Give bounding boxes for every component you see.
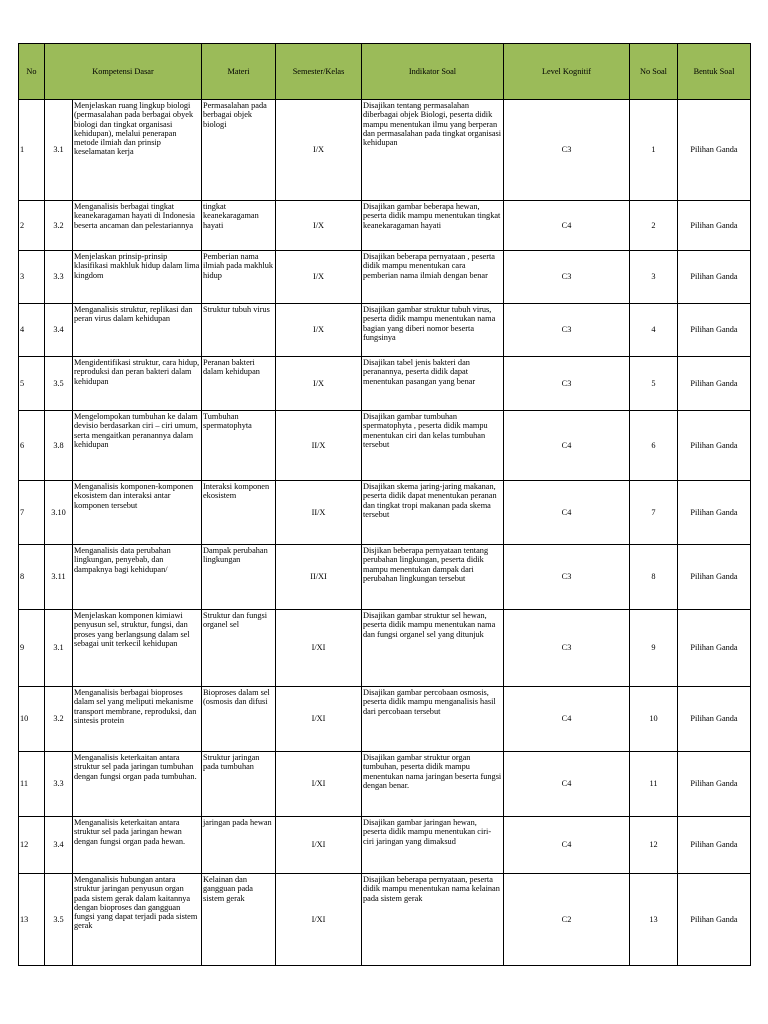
level-kognitif: C4 (504, 752, 630, 817)
no-soal: 8 (630, 545, 678, 610)
indikator-soal-text: Disajikan tabel jenis bakteri dan peranannya, peserta didik dapat menentukan pasangan yang benar (362, 357, 504, 411)
kompetensi-dasar-text: Menganalisis data perubahan lingkungan, penyebab, dan dampaknya bagi kehidupan/ (73, 545, 202, 610)
bentuk-soal: Pilihan Ganda (678, 874, 751, 966)
materi-text: Dampak perubahan lingkungan (202, 545, 276, 610)
indikator-soal-text: Disajikan gambar tumbuhan spermatophyta , peserta didik mampu menentukan ciri dan kelas tumbuhan tersebut (362, 411, 504, 481)
semester-kelas: I/XI (276, 817, 362, 874)
materi-text: Struktur tubuh virus (202, 304, 276, 357)
semester-kelas: I/X (276, 251, 362, 304)
row-number: 4 (19, 304, 45, 357)
kompetensi-dasar-text: Mengidentifikasi struktur, cara hidup, reproduksi dan peran bakteri dalam kehidupan (73, 357, 202, 411)
kd-code: 3.1 (45, 610, 73, 687)
no-soal: 10 (630, 687, 678, 752)
kd-code: 3.10 (45, 481, 73, 545)
indikator-soal-text: Disjikan beberapa pernyataan tentang perubahan lingkungan, peserta didik mampu menentukan dampak dari perubahan lingkungan tersebut (362, 545, 504, 610)
kompetensi-dasar-text: Menganalisis berbagai bioproses dalam sel yang meliputi mekanisme transport membrane, reproduksi, dan sintesis protein (73, 687, 202, 752)
kd-code: 3.8 (45, 411, 73, 481)
level-kognitif: C3 (504, 357, 630, 411)
row-number: 13 (19, 874, 45, 966)
table-row (19, 610, 751, 687)
header-semester-kelas: Semester/Kelas (276, 44, 362, 100)
table-body (19, 100, 751, 966)
header-materi: Materi (202, 44, 276, 100)
materi-text: Kelainan dan gangguan pada sistem gerak (202, 874, 276, 966)
bentuk-soal: Pilihan Ganda (678, 357, 751, 411)
level-kognitif: C4 (504, 411, 630, 481)
level-kognitif: C4 (504, 817, 630, 874)
table-header (19, 44, 751, 100)
materi-text: Permasalahan pada berbagai objek biologi (202, 100, 276, 201)
indikator-soal-text: Disajikan beberapa pernyataan , peserta didik mampu menentukan cara pemberian nama ilmiah dengan benar (362, 251, 504, 304)
header-no-soal: No Soal (630, 44, 678, 100)
header-bentuk-soal: Bentuk Soal (678, 44, 751, 100)
level-kognitif: C4 (504, 201, 630, 251)
bentuk-soal: Pilihan Ganda (678, 201, 751, 251)
kisi-kisi-table (18, 43, 751, 966)
kompetensi-dasar-text: Menganalisis berbagai tingkat keanekaragaman hayati di Indonesia beserta ancaman dan pelestariannya (73, 201, 202, 251)
row-number: 8 (19, 545, 45, 610)
kompetensi-dasar-text: Menganalisis struktur, replikasi dan peran virus dalam kehidupan (73, 304, 202, 357)
row-number: 10 (19, 687, 45, 752)
kd-code: 3.2 (45, 687, 73, 752)
row-number: 9 (19, 610, 45, 687)
header-no: No (19, 44, 45, 100)
no-soal: 5 (630, 357, 678, 411)
kd-code: 3.4 (45, 817, 73, 874)
materi-text: jaringan pada hewan (202, 817, 276, 874)
bentuk-soal: Pilihan Ganda (678, 610, 751, 687)
semester-kelas: I/XI (276, 752, 362, 817)
row-number: 2 (19, 201, 45, 251)
indikator-soal-text: Disajikan gambar jaringan hewan, peserta didik mampu menentukan ciri-ciri jaringan yang dimaksud (362, 817, 504, 874)
level-kognitif: C3 (504, 251, 630, 304)
kd-code: 3.4 (45, 304, 73, 357)
level-kognitif: C3 (504, 100, 630, 201)
table-row (19, 201, 751, 251)
bentuk-soal: Pilihan Ganda (678, 545, 751, 610)
semester-kelas: I/X (276, 304, 362, 357)
bentuk-soal: Pilihan Ganda (678, 251, 751, 304)
semester-kelas: I/XI (276, 874, 362, 966)
materi-text: Tumbuhan spermatophyta (202, 411, 276, 481)
bentuk-soal: Pilihan Ganda (678, 817, 751, 874)
header-indikator-soal: Indikator Soal (362, 44, 504, 100)
kompetensi-dasar-text: Mengelompokan tumbuhan ke dalam devisio berdasarkan ciri – ciri umum, serta mengaitkan peranannya dalam kehidupan (73, 411, 202, 481)
materi-text: Bioproses dalam sel (osmosis dan difusi (202, 687, 276, 752)
semester-kelas: I/X (276, 201, 362, 251)
header-level-kognitif: Level Kognitif (504, 44, 630, 100)
level-kognitif: C3 (504, 304, 630, 357)
kompetensi-dasar-text: Menganalisis keterkaitan antara struktur sel pada jaringan hewan dengan fungsi organ pada hewan. (73, 817, 202, 874)
indikator-soal-text: Disajikan gambar percobaan osmosis, peserta didik mampu menganalisis hasil dari percobaan tersebut (362, 687, 504, 752)
materi-text: Interaksi komponen ekosistem (202, 481, 276, 545)
header-kompetensi-dasar: Kompetensi Dasar (45, 44, 202, 100)
table-row (19, 411, 751, 481)
kompetensi-dasar-text: Menjelaskan komponen kimiawi penyusun sel, struktur, fungsi, dan proses yang berlangsung dalam sel sebagai unit terkecil kehidupan (73, 610, 202, 687)
row-number: 6 (19, 411, 45, 481)
materi-text: tingkat keanekaragaman hayati (202, 201, 276, 251)
row-number: 5 (19, 357, 45, 411)
table-row (19, 687, 751, 752)
row-number: 7 (19, 481, 45, 545)
kd-code: 3.5 (45, 357, 73, 411)
no-soal: 1 (630, 100, 678, 201)
level-kognitif: C3 (504, 545, 630, 610)
bentuk-soal: Pilihan Ganda (678, 481, 751, 545)
bentuk-soal: Pilihan Ganda (678, 411, 751, 481)
indikator-soal-text: Disajikan gambar beberapa hewan, peserta didik mampu menentukan tingkat keanekaragaman hayati (362, 201, 504, 251)
no-soal: 11 (630, 752, 678, 817)
indikator-soal-text: Disajikan gambar struktur sel hewan, peserta didik mampu menentukan nama dan fungsi organel sel yang ditunjuk (362, 610, 504, 687)
level-kognitif: C2 (504, 874, 630, 966)
level-kognitif: C4 (504, 687, 630, 752)
table-row (19, 304, 751, 357)
no-soal: 9 (630, 610, 678, 687)
indikator-soal-text: Disajikan gambar struktur tubuh virus, peserta didik mampu menentukan nama bagian yang diberi nomor beserta fungsinya (362, 304, 504, 357)
kd-code: 3.3 (45, 251, 73, 304)
kompetensi-dasar-text: Menganalisis keterkaitan antara struktur sel pada jaringan tumbuhan dengan fungsi organ pada tumbuhan. (73, 752, 202, 817)
no-soal: 2 (630, 201, 678, 251)
no-soal: 6 (630, 411, 678, 481)
kd-code: 3.5 (45, 874, 73, 966)
semester-kelas: II/XI (276, 545, 362, 610)
table-row (19, 357, 751, 411)
bentuk-soal: Pilihan Ganda (678, 752, 751, 817)
row-number: 12 (19, 817, 45, 874)
no-soal: 13 (630, 874, 678, 966)
kd-code: 3.1 (45, 100, 73, 201)
no-soal: 4 (630, 304, 678, 357)
table-row (19, 752, 751, 817)
semester-kelas: I/X (276, 100, 362, 201)
semester-kelas: II/X (276, 411, 362, 481)
indikator-soal-text: Disajikan gambar struktur organ tumbuhan, peserta didik mampu menentukan nama jaringan beserta fungsi dengan benar. (362, 752, 504, 817)
no-soal: 3 (630, 251, 678, 304)
row-number: 11 (19, 752, 45, 817)
bentuk-soal: Pilihan Ganda (678, 304, 751, 357)
table-row (19, 545, 751, 610)
kompetensi-dasar-text: Menjelaskan ruang lingkup biologi (permasalahan pada berbagai obyek biologi dan tingkat organisasi kehidupan), melalui penerapan metode ilmiah dan prinsip keselamatan kerja (73, 100, 202, 201)
materi-text: Pemberian nama ilmiah pada makhluk hidup (202, 251, 276, 304)
kd-code: 3.2 (45, 201, 73, 251)
bentuk-soal: Pilihan Ganda (678, 687, 751, 752)
materi-text: Struktur jaringan pada tumbuhan (202, 752, 276, 817)
indikator-soal-text: Disajikan tentang permasalahan diberbagai objek Biologi, peserta didik mampu menentukan ilmu yang berperan dan permasalahan pada tingkat organisasi kehidupan (362, 100, 504, 201)
kd-code: 3.3 (45, 752, 73, 817)
kompetensi-dasar-text: Menganalisis komponen-komponen ekosistem dan interaksi antar komponen tersebut (73, 481, 202, 545)
indikator-soal-text: Disajikan beberapa pernyataan, peserta didik mampu menentukan nama kelainan pada sistem gerak (362, 874, 504, 966)
semester-kelas: I/X (276, 357, 362, 411)
bentuk-soal: Pilihan Ganda (678, 100, 751, 201)
row-number: 1 (19, 100, 45, 201)
kompetensi-dasar-text: Menganalisis hubungan antara struktur jaringan penyusun organ pada sistem gerak dalam kaitannya dengan bioproses dan gangguan fungsi yang dapat terjadi pada sistem gerak (73, 874, 202, 966)
no-soal: 7 (630, 481, 678, 545)
kd-code: 3.11 (45, 545, 73, 610)
semester-kelas: I/XI (276, 610, 362, 687)
level-kognitif: C4 (504, 481, 630, 545)
table-row (19, 100, 751, 201)
table-row (19, 817, 751, 874)
row-number: 3 (19, 251, 45, 304)
table-row (19, 874, 751, 966)
no-soal: 12 (630, 817, 678, 874)
indikator-soal-text: Disajikan skema jaring-jaring makanan, peserta didik dapat menentukan peranan dan tingkat tropi makanan pada skema tersebut (362, 481, 504, 545)
materi-text: Struktur dan fungsi organel sel (202, 610, 276, 687)
table-row (19, 481, 751, 545)
materi-text: Peranan bakteri dalam kehidupan (202, 357, 276, 411)
semester-kelas: II/X (276, 481, 362, 545)
table-row (19, 251, 751, 304)
level-kognitif: C3 (504, 610, 630, 687)
semester-kelas: I/XI (276, 687, 362, 752)
kompetensi-dasar-text: Menjelaskan prinsip-prinsip klasifikasi makhluk hidup dalam lima kingdom (73, 251, 202, 304)
